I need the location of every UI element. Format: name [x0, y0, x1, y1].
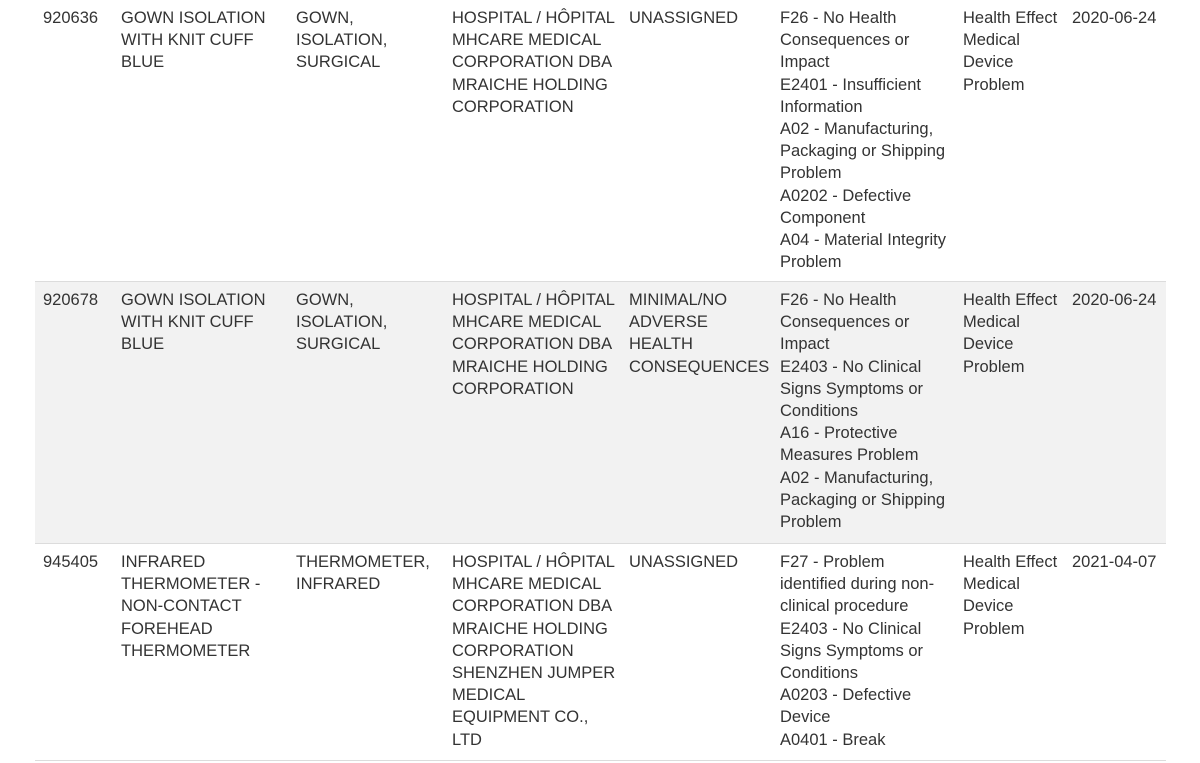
- report-type: Health Effect Medical Device Problem: [963, 291, 1058, 376]
- incident-id: 920636: [43, 9, 99, 27]
- device-category: GOWN, ISOLATION, SURGICAL: [296, 9, 388, 72]
- companies: HOSPITAL / HÔPITAL MHCARE MEDICAL CORPORATION DBA MRAICHE HOLDING CORPORATION SHENZHEN JUMPER MEDICAL EQUIPMENT CO., LTD: [452, 553, 616, 749]
- severity: UNASSIGNED: [629, 553, 739, 571]
- incident-id: 920678: [43, 291, 99, 309]
- companies: HOSPITAL / HÔPITAL MHCARE MEDICAL CORPORATION DBA MRAICHE HOLDING CORPORATION: [452, 291, 615, 398]
- severity: MINIMAL/NO ADVERSE HEALTH CONSEQUENCES: [629, 291, 770, 376]
- report-type: Health Effect Medical Device Problem: [963, 553, 1058, 638]
- incident-table: [35, 0, 1166, 761]
- incident-id: 945405: [43, 553, 99, 571]
- device-name: GOWN ISOLATION WITH KNIT CUFF BLUE: [121, 291, 266, 354]
- problem-codes: F26 - No Health Consequences or Impact E2403 - No Clinical Signs Symptoms or Conditions A16 - Protective Measures Problem A02 - Manufacturing, Packaging or Shipping Problem: [780, 291, 946, 532]
- severity: UNASSIGNED: [629, 9, 739, 27]
- problem-codes: F27 - Problem identified during non- clinical procedure E2403 - No Clinical Signs Symptoms or Conditions A0203 - Defective Device A0401 - Break: [780, 553, 935, 749]
- device-category: GOWN, ISOLATION, SURGICAL: [296, 291, 388, 354]
- table-row[interactable]: [35, 0, 1166, 282]
- table-row[interactable]: [35, 282, 1166, 544]
- table-row[interactable]: [35, 544, 1166, 761]
- report-type: Health Effect Medical Device Problem: [963, 9, 1058, 94]
- device-name: GOWN ISOLATION WITH KNIT CUFF BLUE: [121, 9, 266, 72]
- report-date: 2020-06-24: [1072, 9, 1157, 27]
- report-date: 2020-06-24: [1072, 291, 1157, 309]
- report-date: 2021-04-07: [1072, 553, 1157, 571]
- problem-codes: F26 - No Health Consequences or Impact E2401 - Insufficient Information A02 - Manufacturing, Packaging or Shipping Problem A0202 - Defective Component A04 - Material Integrity Problem: [780, 9, 946, 272]
- device-name: INFRARED THERMOMETER - NON-CONTACT FOREHEAD THERMOMETER: [121, 553, 261, 660]
- companies: HOSPITAL / HÔPITAL MHCARE MEDICAL CORPORATION DBA MRAICHE HOLDING CORPORATION: [452, 9, 615, 116]
- device-category: THERMOMETER, INFRARED: [296, 553, 430, 594]
